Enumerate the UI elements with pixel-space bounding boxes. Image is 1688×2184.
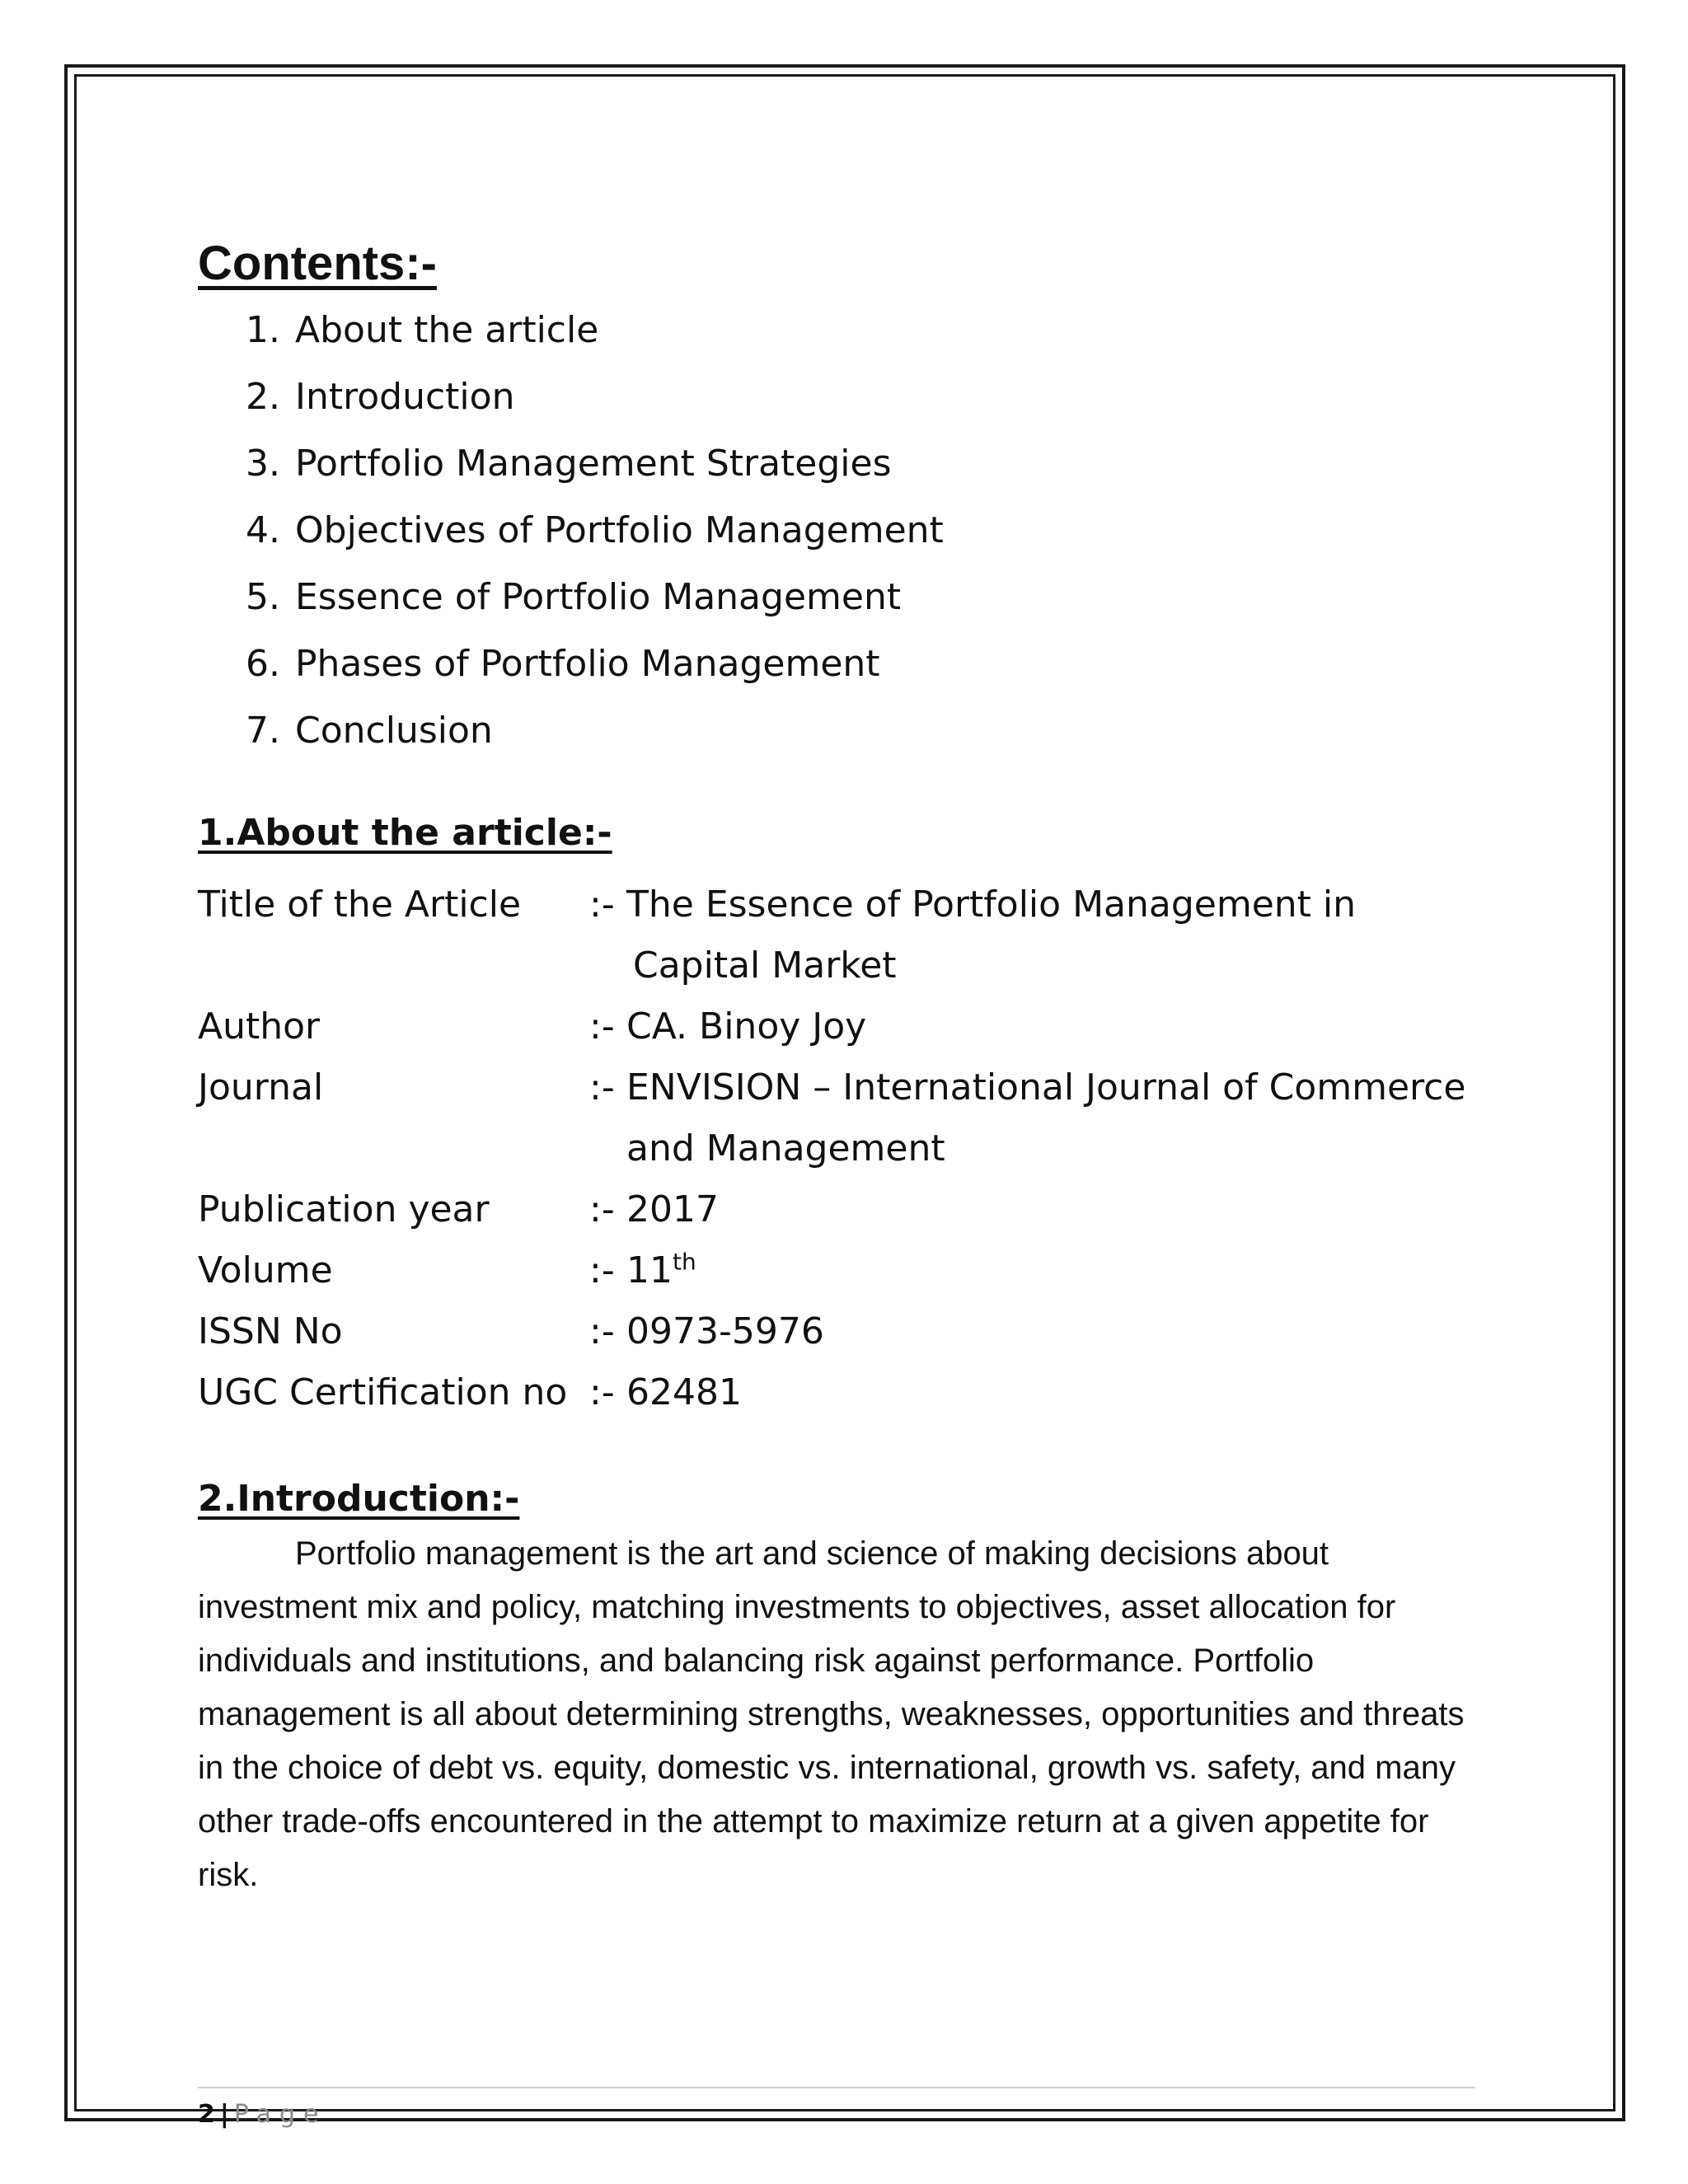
toc-item (198, 297, 1508, 363)
toc-item (198, 630, 1508, 697)
toc-item (198, 564, 1508, 630)
toc-item (198, 497, 1508, 564)
toc-item-label: Introduction (295, 376, 515, 418)
footer-separator: | (219, 2100, 229, 2129)
toc-item-number: 6. (246, 643, 280, 685)
toc-item-number: 5. (246, 576, 280, 618)
detail-value-text: ENVISION – International Journal of Commerce (626, 1066, 1466, 1108)
toc-item-label: Conclusion (295, 710, 493, 752)
introduction-paragraph: Portfolio management is the art and science of making decisions about investment mix and policy, matching investments to objectives, asset allocation for individuals and institutions, and balancing risk against performance. Portfolio management is all about determining strengths, weaknesses, opportunities and threats in the choice of debt vs. equity, domestic vs. international, growth vs. safety, and many other trade-offs encountered in the attempt to maximize return at a given appetite for risk. (198, 1535, 1465, 1893)
detail-key: UGC Certification no (198, 1371, 568, 1413)
detail-row-author (198, 996, 1508, 1057)
introduction-heading: 2.Introduction:- (198, 1478, 520, 1520)
detail-key: Author (198, 1005, 321, 1047)
toc-item-label: Portfolio Management Strategies (295, 443, 892, 485)
detail-key: ISSN No (198, 1310, 343, 1352)
detail-value-text: 11 (626, 1249, 673, 1291)
detail-value (626, 1240, 1508, 1301)
detail-value: 62481 (626, 1371, 742, 1413)
detail-value: 2017 (626, 1188, 719, 1230)
detail-key: Volume (198, 1249, 333, 1291)
toc-item-number: 2. (246, 376, 280, 418)
toc-item (198, 363, 1508, 430)
page-footer (198, 2100, 326, 2130)
detail-value-text: The Essence of Portfolio Management in (626, 883, 1357, 926)
detail-value-continuation: Capital Market (633, 944, 897, 987)
toc-item-number: 3. (246, 443, 280, 485)
toc-item (198, 697, 1508, 764)
table-of-contents (198, 297, 1508, 764)
detail-separator: :- (589, 1005, 615, 1047)
page-number: 2 (198, 2100, 215, 2129)
toc-item-label: Essence of Portfolio Management (295, 576, 902, 618)
footer-rule (198, 2087, 1475, 2088)
detail-separator: :- (589, 1310, 615, 1352)
detail-key: Title of the Article (198, 883, 522, 926)
article-details (198, 874, 1508, 1423)
detail-row-issn (198, 1301, 1508, 1362)
detail-row-journal (198, 1057, 1508, 1179)
detail-value-continuation: and Management (626, 1127, 945, 1169)
detail-separator: :- (589, 1188, 615, 1230)
detail-value-superscript: th (673, 1248, 696, 1276)
toc-item-label: Objectives of Portfolio Management (295, 509, 944, 551)
toc-item (198, 430, 1508, 497)
detail-row-title (198, 874, 1508, 996)
toc-item-label: Phases of Portfolio Management (295, 643, 880, 685)
detail-separator: :- (589, 883, 615, 926)
detail-row-volume (198, 1240, 1508, 1301)
detail-row-ugc (198, 1362, 1508, 1423)
detail-value: 0973-5976 (626, 1310, 824, 1352)
about-heading: 1.About the article:- (198, 812, 612, 854)
detail-value (626, 1057, 1508, 1179)
page-content (198, 231, 1508, 1902)
detail-value: CA. Binoy Joy (626, 1005, 867, 1047)
detail-key: Journal (198, 1066, 324, 1108)
detail-row-year (198, 1179, 1508, 1240)
page-label: Page (233, 2100, 327, 2129)
detail-value (626, 874, 1508, 996)
toc-item-number: 1. (246, 309, 280, 351)
contents-heading: Contents:- (198, 237, 437, 290)
toc-item-label: About the article (295, 309, 599, 351)
detail-separator: :- (589, 1066, 615, 1108)
detail-separator: :- (589, 1371, 615, 1413)
toc-item-number: 7. (246, 710, 280, 752)
toc-item-number: 4. (246, 509, 280, 551)
detail-separator: :- (589, 1249, 615, 1291)
detail-key: Publication year (198, 1188, 490, 1230)
